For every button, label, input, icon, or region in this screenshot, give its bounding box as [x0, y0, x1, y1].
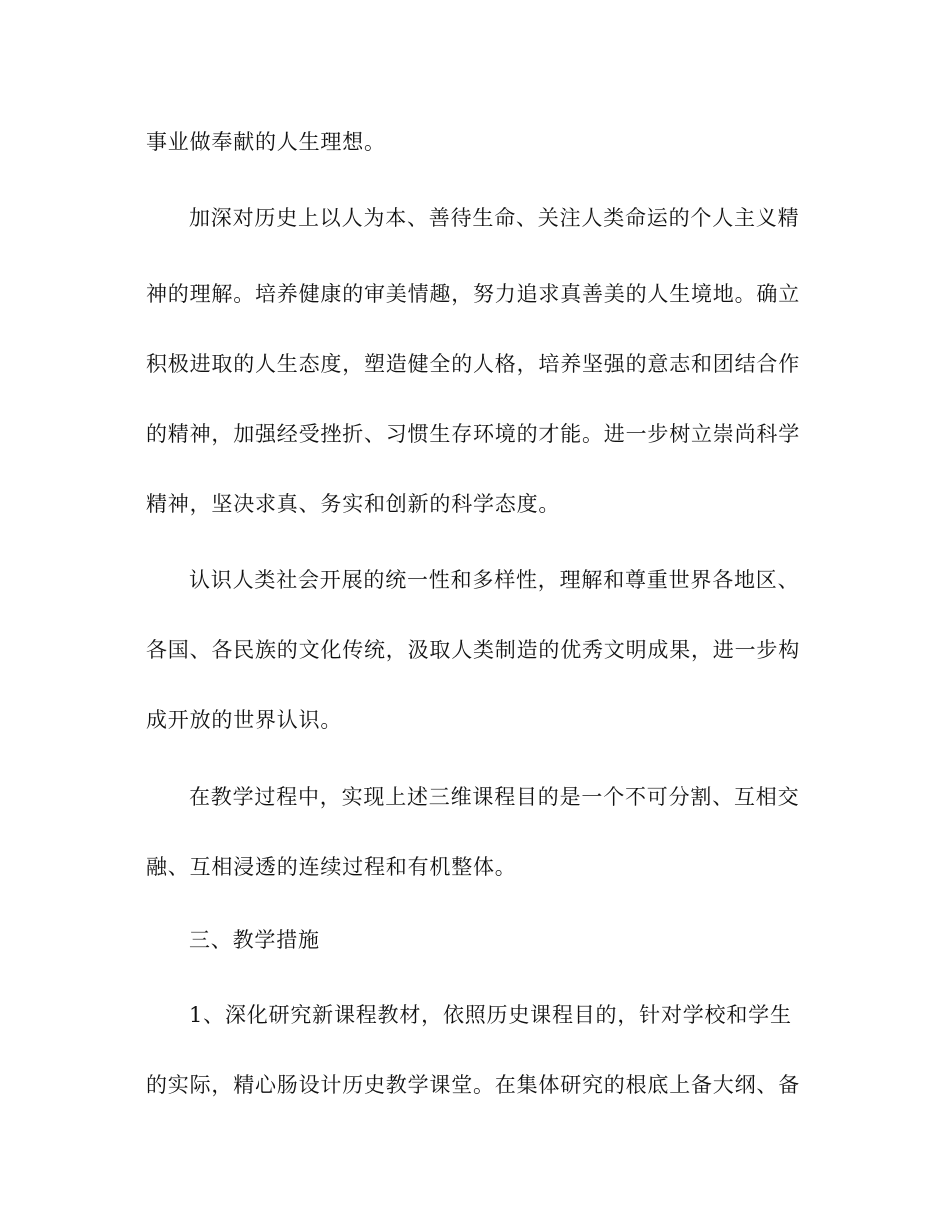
paragraph-line: 成开放的世界认识。	[146, 708, 343, 732]
paragraph-line: 在教学过程中，实现上述三维课程目的是一个不可分割、互相交	[189, 785, 800, 809]
paragraph-line: 事业做奉献的人生理想。	[146, 130, 386, 154]
paragraph-line: 加深对历史上以人为本、善待生命、关注人类命运的个人主义精	[189, 206, 800, 230]
paragraph-line: 的实际，精心肠设计历史教学课堂。在集体研究的根底上备大纲、备	[146, 1073, 800, 1097]
paragraph-line: 的精神，加强经受挫折、习惯生存环境的才能。进一步树立崇尚科学	[146, 422, 800, 446]
paragraph-line: 神的理解。培养健康的审美情趣，努力追求真善美的人生境地。确立	[146, 282, 800, 306]
paragraph-line: 各国、各民族的文化传统，汲取人类制造的优秀文明成果，进一步构	[146, 638, 800, 662]
paragraph-line: 融、互相浸透的连续过程和有机整体。	[146, 855, 517, 879]
paragraph-line: 1、深化研究新课程教材，依照历史课程目的，针对学校和学生	[189, 1003, 792, 1027]
paragraph-line: 积极进取的人生态度，塑造健全的人格，培养坚强的意志和团结合作	[146, 352, 800, 376]
section-heading: 三、教学措施	[189, 928, 320, 952]
paragraph-line: 认识人类社会开展的统一性和多样性，理解和尊重世界各地区、	[189, 568, 800, 592]
paragraph-line: 精神，坚决求真、务实和创新的科学态度。	[146, 492, 561, 516]
